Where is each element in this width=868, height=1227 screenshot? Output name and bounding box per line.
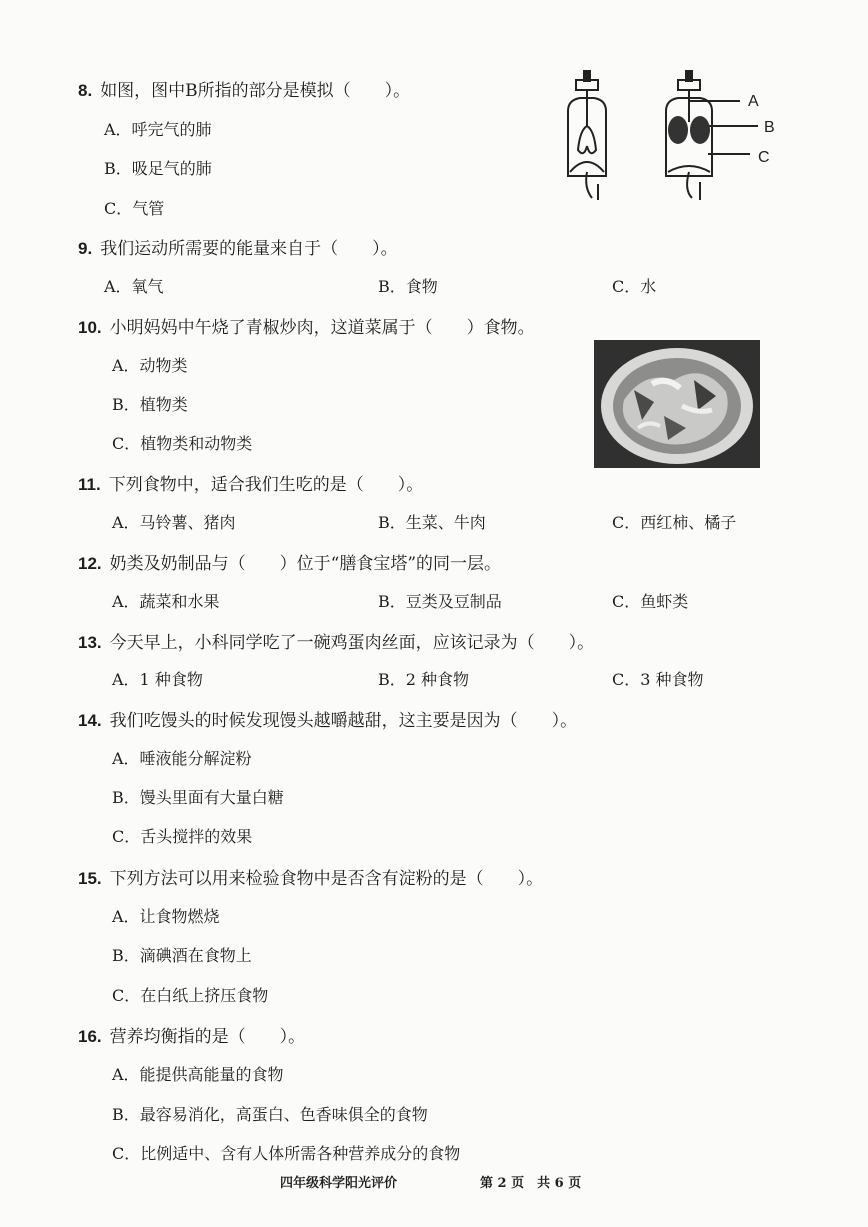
figure-label-c: C xyxy=(758,149,770,166)
option-b: B．滴碘酒在食物上 xyxy=(112,946,252,965)
option-b: B．植物类 xyxy=(112,395,188,414)
question-text: 奶类及奶制品与（ ）位于“膳食宝塔”的同一层。 xyxy=(109,554,502,574)
option-c: C．水 xyxy=(612,277,657,296)
option-b: B．吸足气的肺 xyxy=(104,159,212,178)
option-a: A．让食物燃烧 xyxy=(112,907,220,926)
option-b: B．2 种食物 xyxy=(378,670,470,689)
option-b: B．豆类及豆制品 xyxy=(378,592,502,611)
question-number: 16. xyxy=(78,1027,102,1046)
question-12 xyxy=(78,549,501,574)
option-a: A．蔬菜和水果 xyxy=(112,592,220,611)
option-c: C．比例适中、含有人体所需各种营养成分的食物 xyxy=(112,1144,461,1163)
question-14 xyxy=(78,706,577,731)
option-b: B．馒头里面有大量白糖 xyxy=(112,788,284,807)
option-c: C．舌头搅拌的效果 xyxy=(112,827,253,846)
option-a: A．动物类 xyxy=(112,356,188,375)
question-16 xyxy=(78,1022,305,1047)
question-text: 小明妈妈中午烧了青椒炒肉，这道菜属于（ ）食物。 xyxy=(109,318,535,338)
question-number: 13. xyxy=(78,633,102,652)
option-a: A．能提供高能量的食物 xyxy=(112,1065,284,1084)
question-number: 12. xyxy=(78,554,102,573)
option-a: A．唾液能分解淀粉 xyxy=(112,749,252,768)
question-text: 今天早上，小科同学吃了一碗鸡蛋肉丝面，应该记录为（ ）。 xyxy=(109,633,595,653)
question-number: 15. xyxy=(78,869,102,888)
question-text: 如图，图中B所指的部分是模拟（ ）。 xyxy=(100,81,411,101)
question-number: 14. xyxy=(78,711,102,730)
option-c: C．在白纸上挤压食物 xyxy=(112,986,269,1005)
option-a: A．马铃薯、猪肉 xyxy=(112,513,236,532)
option-c: C．气管 xyxy=(104,199,165,218)
lung-model-figure xyxy=(562,66,792,206)
option-c: C．西红柿、橘子 xyxy=(612,513,737,532)
figure-label-b: B xyxy=(764,119,775,136)
option-a: A．呼完气的肺 xyxy=(104,120,212,139)
question-15 xyxy=(78,864,543,889)
question-text: 下列食物中，适合我们生吃的是（ ）。 xyxy=(108,475,424,495)
option-c: C．植物类和动物类 xyxy=(112,434,253,453)
question-11 xyxy=(78,470,423,495)
question-10 xyxy=(78,313,535,338)
option-c: C．鱼虾类 xyxy=(612,592,689,611)
footer-page-number: 第 2 页 共 6 页 xyxy=(480,1176,582,1191)
footer-subject: 四年级科学阳光评价 xyxy=(280,1176,398,1191)
option-c: C．3 种食物 xyxy=(612,670,704,689)
question-number: 10. xyxy=(78,318,102,337)
option-a: A．氧气 xyxy=(104,277,164,296)
question-number: 8. xyxy=(78,81,93,100)
question-text: 营养均衡指的是（ ）。 xyxy=(109,1027,306,1047)
question-8 xyxy=(78,76,410,101)
option-a: A．1 种食物 xyxy=(112,670,203,689)
option-b: B．最容易消化，高蛋白、色香味俱全的食物 xyxy=(112,1105,428,1124)
question-9 xyxy=(78,234,398,259)
option-b: B．生菜、牛肉 xyxy=(378,513,486,532)
option-b: B．食物 xyxy=(378,277,438,296)
question-text: 我们运动所需要的能量来自于（ ）。 xyxy=(100,239,398,259)
question-number: 11. xyxy=(78,475,101,494)
figure-label-a: A xyxy=(748,93,759,110)
question-text: 下列方法可以用来检验食物中是否含有淀粉的是（ ）。 xyxy=(109,869,544,889)
dish-photo xyxy=(594,340,760,468)
question-number: 9. xyxy=(78,239,93,258)
question-13 xyxy=(78,628,594,653)
question-text: 我们吃馒头的时候发现馒头越嚼越甜，这主要是因为（ ）。 xyxy=(109,711,578,731)
